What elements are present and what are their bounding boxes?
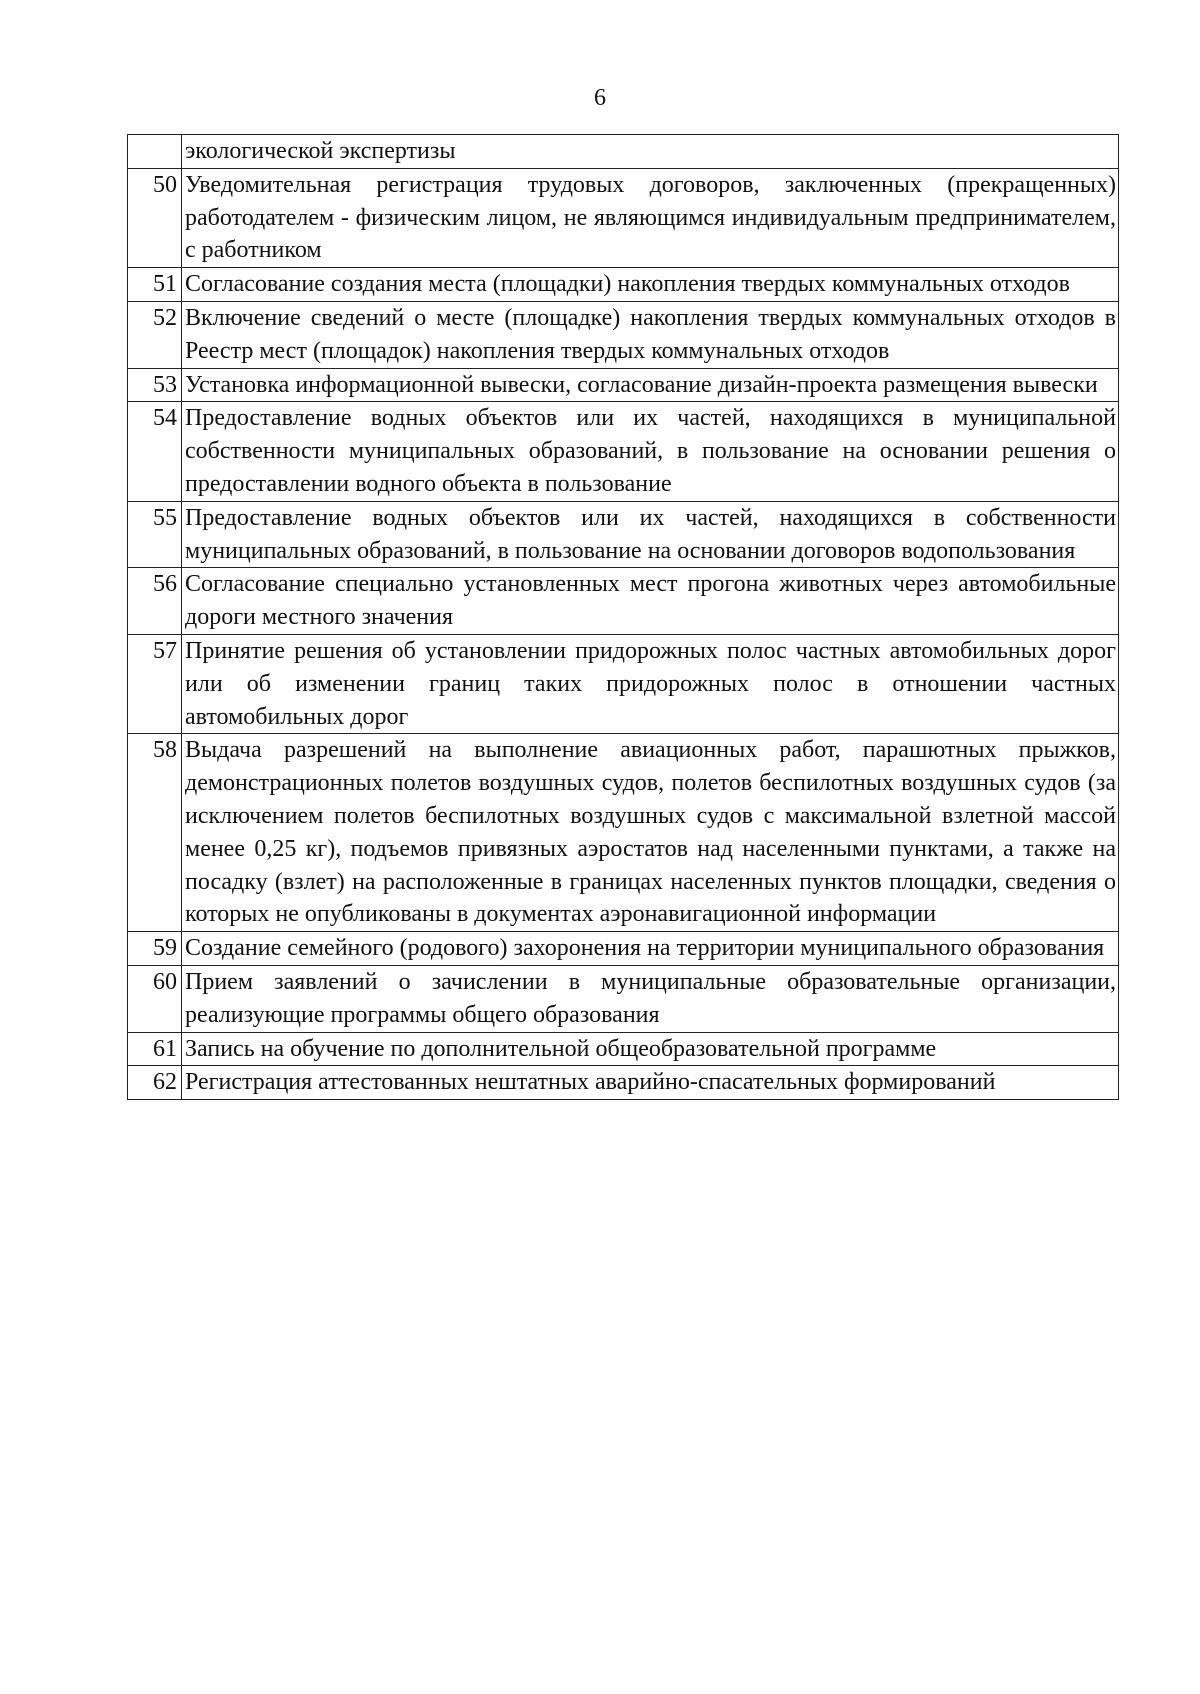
row-number: 55 [128,501,182,568]
row-text: Включение сведений о месте (площадке) накопления твердых коммунальных отходов в Реестр мест (площадок) накопления твердых коммунальных отходов [182,301,1119,368]
table-row [128,568,1119,635]
row-text: Запись на обучение по дополнительной общеобразовательной программе [182,1032,1119,1066]
row-number: 54 [128,402,182,501]
row-number [128,135,182,169]
table-row [128,965,1119,1032]
services-table [127,134,1119,1100]
row-text: Выдача разрешений на выполнение авиационных работ, парашютных прыжков, демонстрационных полетов воздушных судов, полетов беспилотных воздушных судов (за исключением полетов беспилотных воздушных судов с максимальной взлетной массой менее 0,25 кг), подъемов привязных аэростатов над населенными пунктами, а также на посадку (взлет) на расположенные в границах населенных пунктов площадки, сведения о которых не опубликованы в документах аэронавигационной информации [182,734,1119,932]
table-row [128,135,1119,169]
row-number: 57 [128,634,182,733]
table-row [128,634,1119,733]
table-row [128,301,1119,368]
table-row [128,168,1119,267]
table-row [128,734,1119,932]
table-row [128,368,1119,402]
row-number: 62 [128,1066,182,1100]
row-number: 53 [128,368,182,402]
table-row [128,932,1119,966]
row-number: 60 [128,965,182,1032]
row-text: Согласование создания места (площадки) накопления твердых коммунальных отходов [182,268,1119,302]
table-row [128,1066,1119,1100]
row-number: 52 [128,301,182,368]
row-text: экологической экспертизы [182,135,1119,169]
row-text: Предоставление водных объектов или их частей, находящихся в собственности муниципальных образований, в пользование на основании договоров водопользования [182,501,1119,568]
row-text: Прием заявлений о зачислении в муниципальные образовательные организации, реализующие программы общего образования [182,965,1119,1032]
row-number: 61 [128,1032,182,1066]
row-number: 50 [128,168,182,267]
row-text: Согласование специально установленных мест прогона животных через автомобильные дороги местного значения [182,568,1119,635]
table-row [128,402,1119,501]
row-number: 59 [128,932,182,966]
row-text: Создание семейного (родового) захоронения на территории муниципального образования [182,932,1119,966]
row-text: Предоставление водных объектов или их частей, находящихся в муниципальной собственности муниципальных образований, в пользование на основании решения о предоставлении водного объекта в пользование [182,402,1119,501]
row-number: 56 [128,568,182,635]
table-row [128,501,1119,568]
table-row [128,1032,1119,1066]
row-text: Уведомительная регистрация трудовых договоров, заключенных (прекращенных) работодателем - физическим лицом, не являющимся индивидуальным предпринимателем, с работником [182,168,1119,267]
row-number: 51 [128,268,182,302]
row-text: Регистрация аттестованных нештатных аварийно-спасательных формирований [182,1066,1119,1100]
row-number: 58 [128,734,182,932]
row-text: Установка информационной вывески, согласование дизайн-проекта размещения вывески [182,368,1119,402]
row-text: Принятие решения об установлении придорожных полос частных автомобильных дорог или об изменении границ таких придорожных полос в отношении частных автомобильных дорог [182,634,1119,733]
table-row [128,268,1119,302]
page-number: 6 [594,85,606,111]
